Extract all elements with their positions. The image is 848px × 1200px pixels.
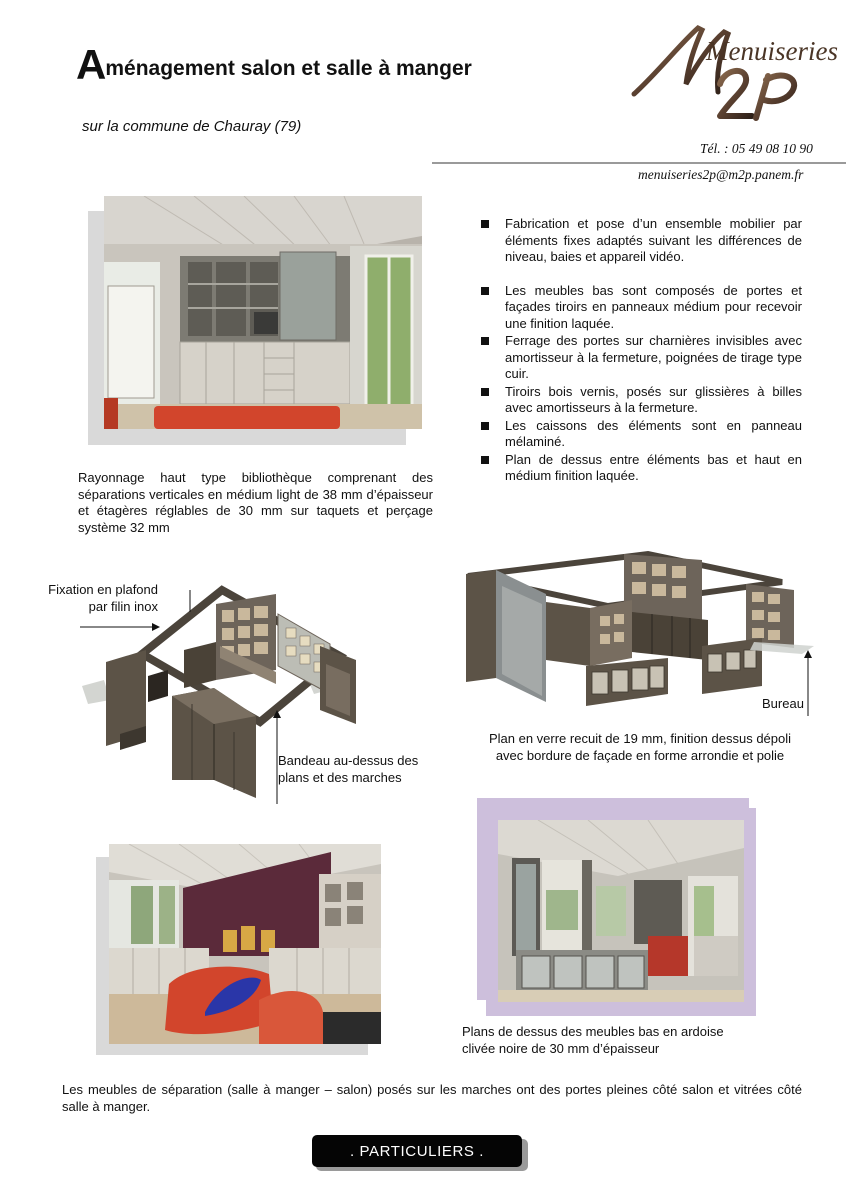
list-item: Les caissons des éléments sont en panneau mélaminé. bbox=[478, 418, 802, 451]
bullet-square-icon bbox=[481, 287, 489, 295]
email-address: menuiseries2p@m2p.panem.fr bbox=[638, 167, 804, 182]
list-item: Fabrication et pose d’un ensemble mobilier par éléments fixes adaptés suivant les différences de niveau, baies et appareil vidéo. bbox=[478, 216, 802, 266]
title-rest: ménagement salon et salle à manger bbox=[105, 57, 472, 80]
page-subtitle: sur la commune de Chauray (79) bbox=[82, 118, 302, 135]
caption-separation: Les meubles de séparation (salle à manger – salon) posés sur les marches ont des portes pleines côté salon et vitrées côté salle à manger. bbox=[62, 1082, 802, 1114]
diagram-3d-layout-right bbox=[462, 546, 820, 716]
caption-fixation: Fixation en plafond par filin inox bbox=[48, 582, 158, 614]
caption-rayonnage: Rayonnage haut type bibliothèque comprenant des séparations verticales en médium light de 38 mm d’épaisseur et étagères réglables de 30 mm sur taquets et perçage système 32 mm bbox=[78, 470, 433, 535]
caption-bureau: Bureau bbox=[762, 696, 804, 711]
photo-living-room-shelving bbox=[104, 196, 422, 429]
photo-living-room-sofas bbox=[109, 844, 381, 1044]
caption-plan-verre: Plan en verre recuit de 19 mm, finition dessus dépoli avec bordure de façade en forme arrondie et polie bbox=[488, 731, 792, 763]
bullet-square-icon bbox=[481, 220, 489, 228]
photo-dining-room-view bbox=[498, 820, 744, 1002]
page-title bbox=[76, 41, 472, 88]
caption-bandeau: Bandeau au-dessus des plans et des marches bbox=[278, 753, 419, 785]
list-item: Ferrage des portes sur charnières invisibles avec amortisseur à la fermeture, poignées de tirage type cuir. bbox=[478, 333, 802, 383]
list-item: Plan de dessus entre éléments bas et haut en médium finition laquée. bbox=[478, 452, 802, 485]
bullet-square-icon bbox=[481, 388, 489, 396]
feature-list bbox=[478, 216, 802, 486]
list-item: Tiroirs bois vernis, posés sur glissières à billes avec amortisseurs à la fermeture. bbox=[478, 384, 802, 417]
logo-wordmark: Menuiseries bbox=[706, 36, 838, 66]
particuliers-button[interactable]: . PARTICULIERS . bbox=[312, 1135, 522, 1167]
bullet-square-icon bbox=[481, 337, 489, 345]
bullet-square-icon bbox=[481, 422, 489, 430]
header-divider bbox=[432, 162, 846, 164]
phone-number: Tél. : 05 49 08 10 90 bbox=[700, 141, 813, 156]
bullet-square-icon bbox=[481, 456, 489, 464]
title-initial: A bbox=[76, 41, 106, 88]
list-item: Les meubles bas sont composés de portes et façades tiroirs en panneaux médium pour recevoir une finition laquée. bbox=[478, 283, 802, 333]
caption-plans-ardoise: Plans de dessus des meubles bas en ardoise clivée noire de 30 mm d’épaisseur bbox=[462, 1024, 724, 1056]
